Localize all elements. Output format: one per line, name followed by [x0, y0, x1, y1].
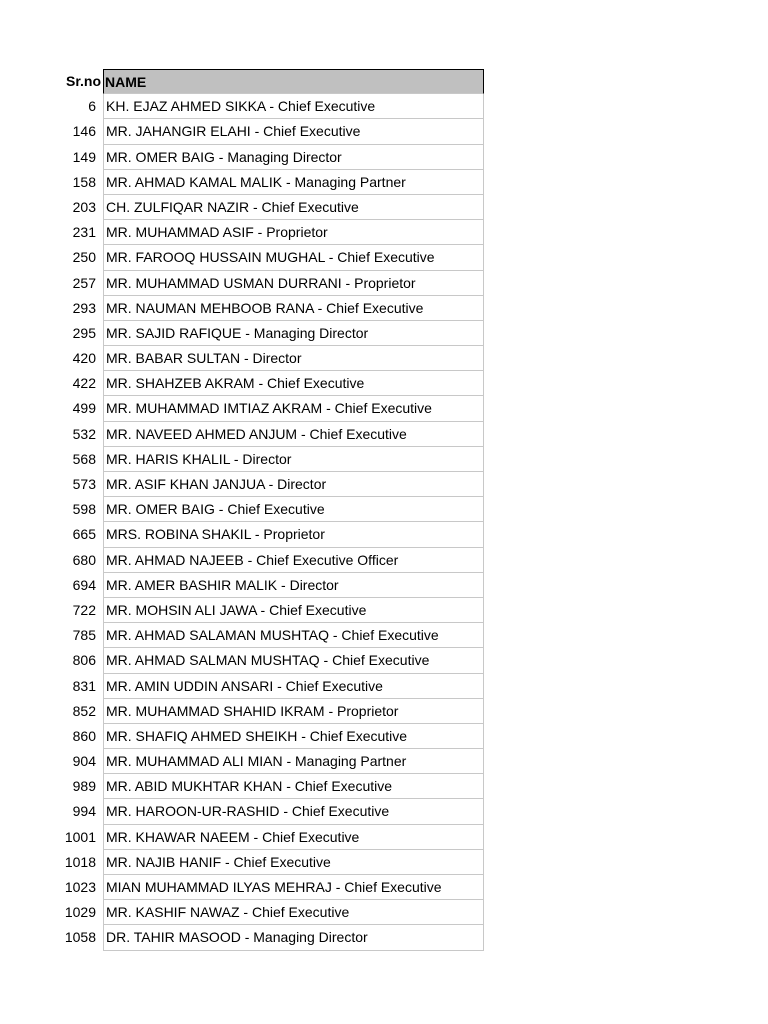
srno-cell: 499 [72, 400, 96, 417]
name-cell: MR. SHAFIQ AHMED SHEIKH - Chief Executive [103, 724, 484, 749]
table-row [0, 749, 768, 774]
table-row [0, 321, 768, 346]
name-cell: MR. AHMAD KAMAL MALIK - Managing Partner [103, 170, 484, 195]
table-row [0, 346, 768, 371]
srno-cell: 250 [72, 249, 96, 266]
name-cell: MR. KASHIF NAWAZ - Chief Executive [103, 900, 484, 925]
name-cell: MR. AMER BASHIR MALIK - Director [103, 573, 484, 598]
name-cell: MR. MUHAMMAD SHAHID IKRAM - Proprietor [103, 699, 484, 724]
name-cell: MR. MUHAMMAD IMTIAZ AKRAM - Chief Executive [103, 396, 484, 421]
table-row [0, 522, 768, 547]
table-row [0, 648, 768, 673]
srno-cell: 203 [72, 198, 96, 215]
name-cell: MR. OMER BAIG - Chief Executive [103, 497, 484, 522]
srno-cell: 1018 [64, 853, 96, 870]
table-row [0, 119, 768, 144]
table-row [0, 145, 768, 170]
table-row [0, 623, 768, 648]
table-row [0, 447, 768, 472]
header-row [0, 69, 768, 94]
name-cell: MR. OMER BAIG - Managing Director [103, 145, 484, 170]
srno-cell: 158 [72, 173, 96, 190]
table-row [0, 799, 768, 824]
srno-cell: 295 [72, 324, 96, 341]
srno-cell: 231 [72, 224, 96, 241]
srno-cell: 860 [72, 727, 96, 744]
table-row [0, 699, 768, 724]
table-row [0, 674, 768, 699]
name-cell: MR. JAHANGIR ELAHI - Chief Executive [103, 119, 484, 144]
srno-cell: 989 [72, 778, 96, 795]
srno-cell: 1029 [64, 904, 96, 921]
table-row [0, 900, 768, 925]
srno-cell: 852 [72, 702, 96, 719]
table-body [0, 94, 768, 950]
name-cell: MR. AHMAD SALMAN MUSHTAQ - Chief Executive [103, 648, 484, 673]
srno-cell: 598 [72, 501, 96, 518]
name-cell: MR. HAROON-UR-RASHID - Chief Executive [103, 799, 484, 824]
table-row [0, 497, 768, 522]
srno-cell: 680 [72, 551, 96, 568]
srno-cell: 293 [72, 299, 96, 316]
srno-cell: 694 [72, 576, 96, 593]
srno-cell: 1058 [64, 929, 96, 946]
srno-cell: 831 [72, 677, 96, 694]
table-row [0, 774, 768, 799]
name-cell: MIAN MUHAMMAD ILYAS MEHRAJ - Chief Executive [103, 875, 484, 900]
table-row [0, 170, 768, 195]
header-srno: Sr.no [65, 73, 101, 89]
srno-cell: 904 [72, 753, 96, 770]
table-row [0, 825, 768, 850]
name-cell: MR. ABID MUKHTAR KHAN - Chief Executive [103, 774, 484, 799]
table-row [0, 245, 768, 270]
srno-cell: 1001 [64, 828, 96, 845]
name-cell: MR. SHAHZEB AKRAM - Chief Executive [103, 371, 484, 396]
name-cell: MR. SAJID RAFIQUE - Managing Director [103, 321, 484, 346]
table-row [0, 396, 768, 421]
srno-cell: 665 [72, 526, 96, 543]
name-cell: MR. AHMAD SALAMAN MUSHTAQ - Chief Executive [103, 623, 484, 648]
srno-cell: 146 [72, 123, 96, 140]
name-cell: MR. MUHAMMAD ALI MIAN - Managing Partner [103, 749, 484, 774]
table-row [0, 724, 768, 749]
table-row [0, 875, 768, 900]
table-row [0, 195, 768, 220]
name-cell: MR. MUHAMMAD ASIF - Proprietor [103, 220, 484, 245]
table-row [0, 296, 768, 321]
table-row [0, 573, 768, 598]
table-row [0, 94, 768, 119]
name-cell: MR. FAROOQ HUSSAIN MUGHAL - Chief Executive [103, 245, 484, 270]
table-row [0, 598, 768, 623]
name-cell: CH. ZULFIQAR NAZIR - Chief Executive [103, 195, 484, 220]
srno-cell: 785 [72, 627, 96, 644]
srno-cell: 6 [88, 98, 96, 115]
name-cell: MR. AHMAD NAJEEB - Chief Executive Officer [103, 548, 484, 573]
name-cell: MR. NAVEED AHMED ANJUM - Chief Executive [103, 422, 484, 447]
name-cell: MR. ASIF KHAN JANJUA - Director [103, 472, 484, 497]
srno-cell: 149 [72, 148, 96, 165]
srno-cell: 1023 [64, 879, 96, 895]
srno-cell: 532 [72, 425, 96, 442]
srno-cell: 420 [72, 350, 96, 367]
srno-cell: 568 [72, 450, 96, 467]
srno-cell: 422 [72, 375, 96, 392]
table-row [0, 271, 768, 296]
table-row [0, 925, 768, 950]
name-cell: MR. NAJIB HANIF - Chief Executive [103, 850, 484, 875]
name-cell: MRS. ROBINA SHAKIL - Proprietor [103, 522, 484, 547]
name-cell: MR. HARIS KHALIL - Director [103, 447, 484, 472]
name-cell: MR. NAUMAN MEHBOOB RANA - Chief Executive [103, 296, 484, 321]
srno-cell: 806 [72, 652, 96, 669]
table-row [0, 371, 768, 396]
name-cell: DR. TAHIR MASOOD - Managing Director [103, 925, 484, 950]
spreadsheet-table [0, 69, 768, 951]
table-row [0, 548, 768, 573]
srno-cell: 722 [72, 601, 96, 618]
srno-cell: 257 [72, 274, 96, 291]
table-row [0, 220, 768, 245]
name-cell: KH. EJAZ AHMED SIKKA - Chief Executive [103, 94, 484, 119]
name-cell: MR. MUHAMMAD USMAN DURRANI - Proprietor [103, 271, 484, 296]
table-row [0, 850, 768, 875]
name-cell: MR. AMIN UDDIN ANSARI - Chief Executive [103, 674, 484, 699]
table-row [0, 472, 768, 497]
name-cell: MR. BABAR SULTAN - Director [103, 346, 484, 371]
header-name: NAME [103, 69, 484, 94]
srno-cell: 994 [72, 803, 96, 820]
srno-cell: 573 [72, 476, 96, 492]
table-row [0, 422, 768, 447]
name-cell: MR. KHAWAR NAEEM - Chief Executive [103, 825, 484, 850]
name-cell: MR. MOHSIN ALI JAWA - Chief Executive [103, 598, 484, 623]
